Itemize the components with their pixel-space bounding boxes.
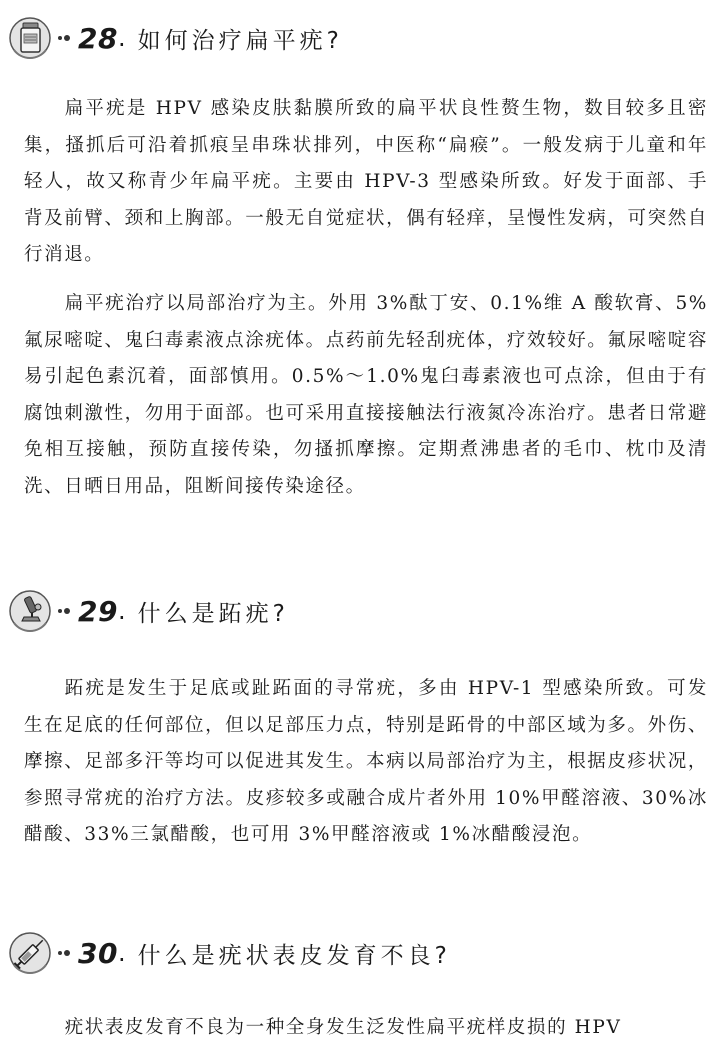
section-number: 28 bbox=[78, 21, 118, 55]
section-29-paragraph-1: 跖疣是发生于足底或趾跖面的寻常疣，多由 HPV-1 型感染所致。可发生在足底的任何部位，但以足部压力点，特别是跖骨的中部区域为多。外伤、摩擦、足部多汗等均可以促进其发生。本病以局部治疗为主，根据皮疹状况，参照寻常疣的治疗方法。皮疹较多或融合成片者外用 10%甲醛溶液、30%冰醋酸、33%三氯醋酸，也可用 3%甲醛溶液或 1%冰醋酸浸泡。 bbox=[24, 678, 708, 845]
section-number: 29 bbox=[78, 594, 118, 628]
section-30-heading bbox=[8, 925, 708, 981]
section-title: 如何治疗扁平疣? bbox=[137, 27, 343, 54]
number-separator: . bbox=[117, 939, 126, 967]
section-title: 什么是疣状表皮发育不良? bbox=[137, 942, 451, 969]
number-separator: . bbox=[117, 597, 126, 625]
microscope-icon bbox=[8, 587, 56, 635]
section-30-paragraph-1: 疣状表皮发育不良为一种全身发生泛发性扁平疣样皮损的 HPV bbox=[64, 1017, 622, 1038]
syringe-icon bbox=[8, 929, 56, 977]
section-28-heading bbox=[8, 10, 708, 66]
section-29-heading bbox=[8, 583, 708, 639]
section-28-paragraph-1: 扁平疣是 HPV 感染皮肤黏膜所致的扁平状良性赘生物，数目较多且密集，搔抓后可沿着抓痕呈串珠状排列，中医称“扁瘊”。一般发病于儿童和年轻人，故又称青少年扁平疣。主要由 HPV-3 型感染所致。好发于面部、手背及前臂、颈和上胸部。一般无自觉症状，偶有轻痒，呈慢性发病，可突然自行消退。 bbox=[24, 98, 708, 265]
heading-dots bbox=[58, 950, 72, 956]
section-28-paragraph-2: 扁平疣治疗以局部治疗为主。外用 3%酞丁安、0.1%维 A 酸软膏、5%氟尿嘧啶、鬼臼毒素液点涂疣体。点药前先轻刮疣体，疗效较好。氟尿嘧啶容易引起色素沉着，面部慎用。0.5%～1.0%鬼臼毒素液也可点涂，但由于有腐蚀刺激性，勿用于面部。也可采用直接接触法行液氮冷冻治疗。患者日常避免相互接触，预防直接传染，勿搔抓摩擦。定期煮沸患者的毛巾、枕巾及清洗、日晒日用品，阻断间接传染途径。 bbox=[24, 293, 708, 497]
heading-dots bbox=[58, 608, 72, 614]
section-number: 30 bbox=[78, 936, 118, 970]
heading-dots bbox=[58, 35, 72, 41]
number-separator: . bbox=[117, 24, 126, 52]
section-title: 什么是跖疣? bbox=[137, 600, 289, 627]
medicine-bottle-icon bbox=[8, 14, 56, 62]
